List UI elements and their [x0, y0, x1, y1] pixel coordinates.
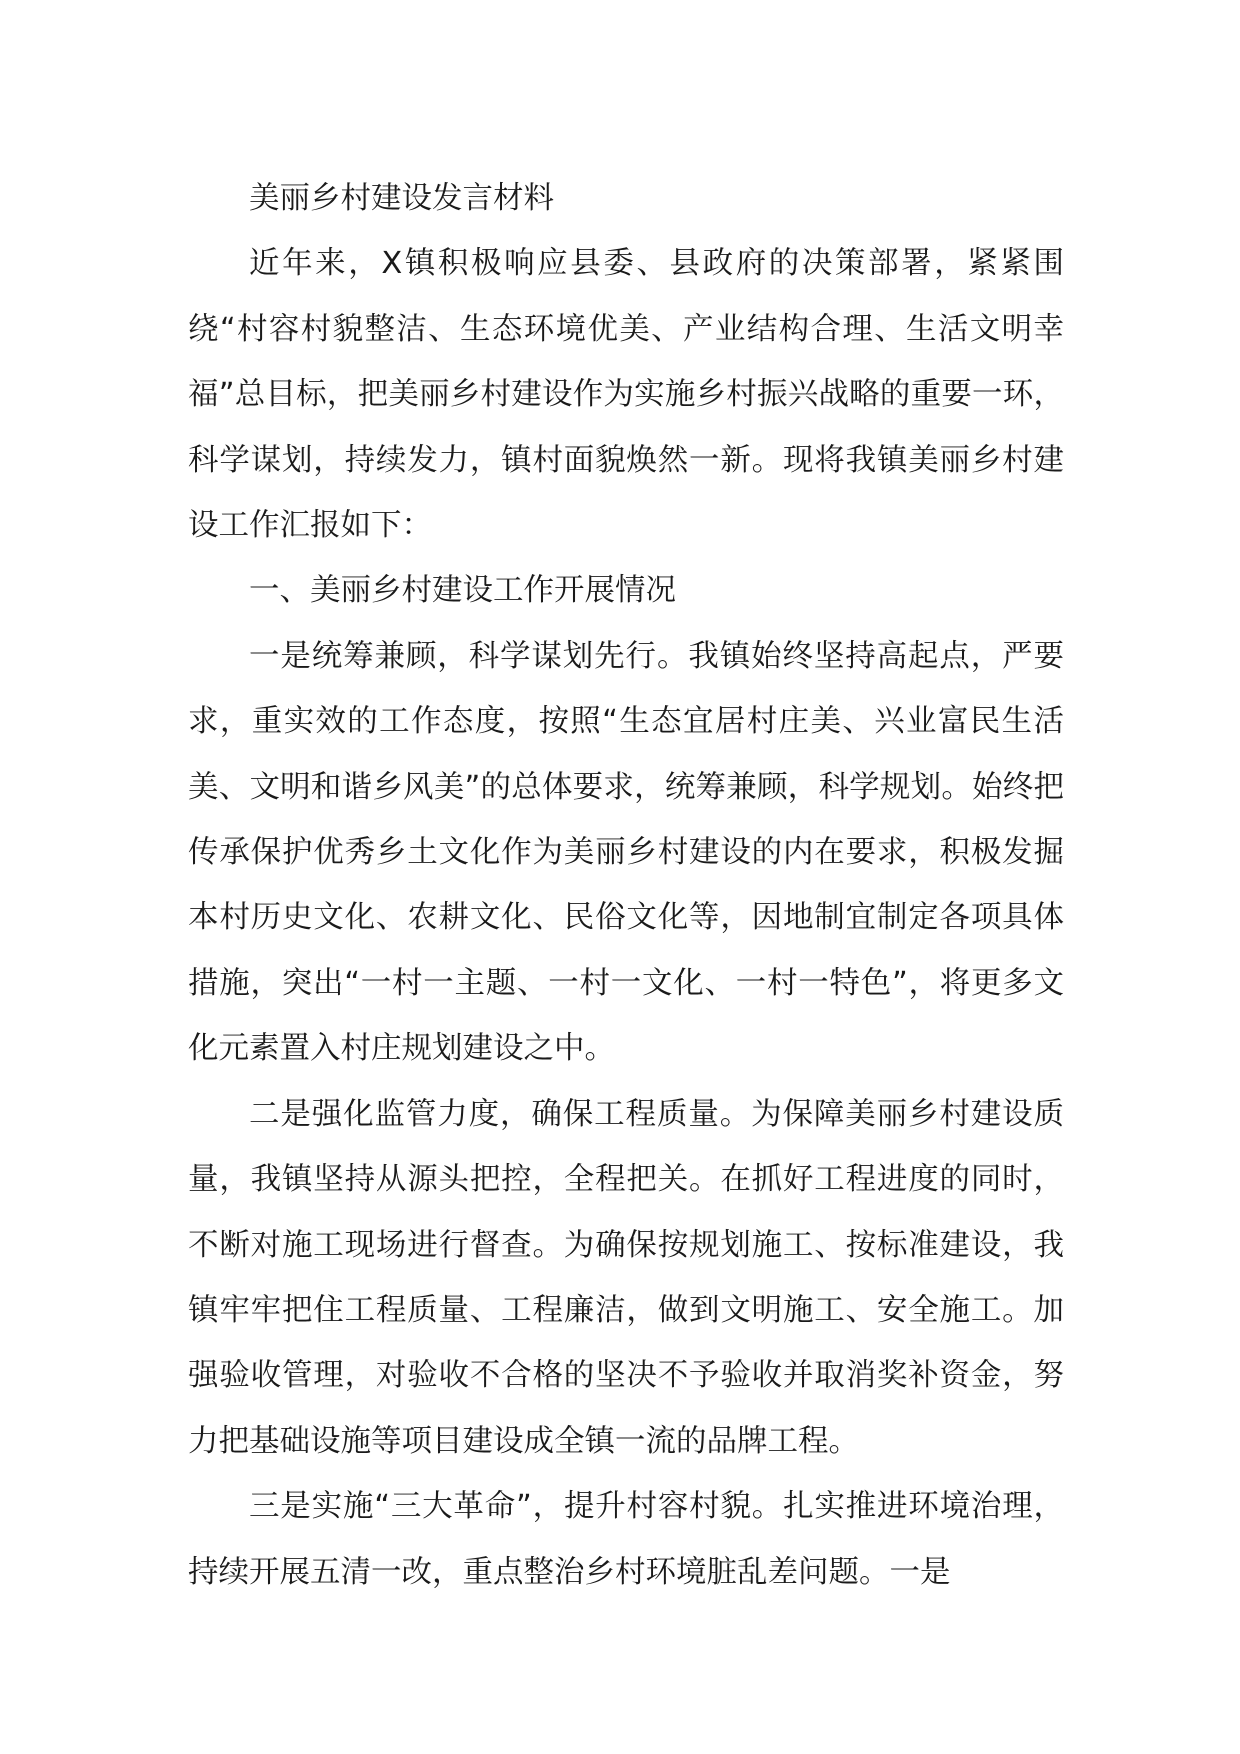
paragraph-point-2: 二是强化监管力度，确保工程质量。为保障美丽乡村建设质量，我镇坚持从源头把控，全程把关。在抓好工程进度的同时，不断对施工现场进行督查。为确保按规划施工、按标准建设，我镇牢牢把住工程质量、工程廉洁，做到文明施工、安全施工。加强验收管理，对验收不合格的坚决不予验收并取消奖补资金，努力把基础设施等项目建设成全镇一流的品牌工程。 — [188, 1096, 1064, 1459]
document-page — [188, 166, 1064, 1605]
paragraph-intro: 近年来，X镇积极响应县委、县政府的决策部署，紧紧围绕“村容村貌整洁、生态环境优美、产业结构合理、生活文明幸福”总目标，把美丽乡村建设作为实施乡村振兴战略的重要一环，科学谋划，持续发力，镇村面貌焕然一新。现将我镇美丽乡村建设工作汇报如下： — [188, 246, 1064, 544]
paragraph-point-3: 三是实施“三大革命”，提升村容村貌。扎实推进环境治理，持续开展五清一改，重点整治乡村环境脏乱差问题。一是 — [188, 1489, 1064, 1590]
document-title: 美丽乡村建设发言材料 — [249, 181, 554, 216]
paragraph-point-1: 一是统筹兼顾，科学谋划先行。我镇始终坚持高起点，严要求，重实效的工作态度，按照“生态宜居村庄美、兴业富民生活美、文明和谐乡风美”的总体要求，统筹兼顾，科学规划。始终把传承保护优秀乡土文化作为美丽乡村建设的内在要求，积极发掘本村历史文化、农耕文化、民俗文化等，因地制宜制定各项具体措施，突出“一村一主题、一村一文化、一村一特色”，将更多文化元素置入村庄规划建设之中。 — [188, 638, 1064, 1067]
section-heading: 一、美丽乡村建设工作开展情况 — [249, 573, 676, 609]
